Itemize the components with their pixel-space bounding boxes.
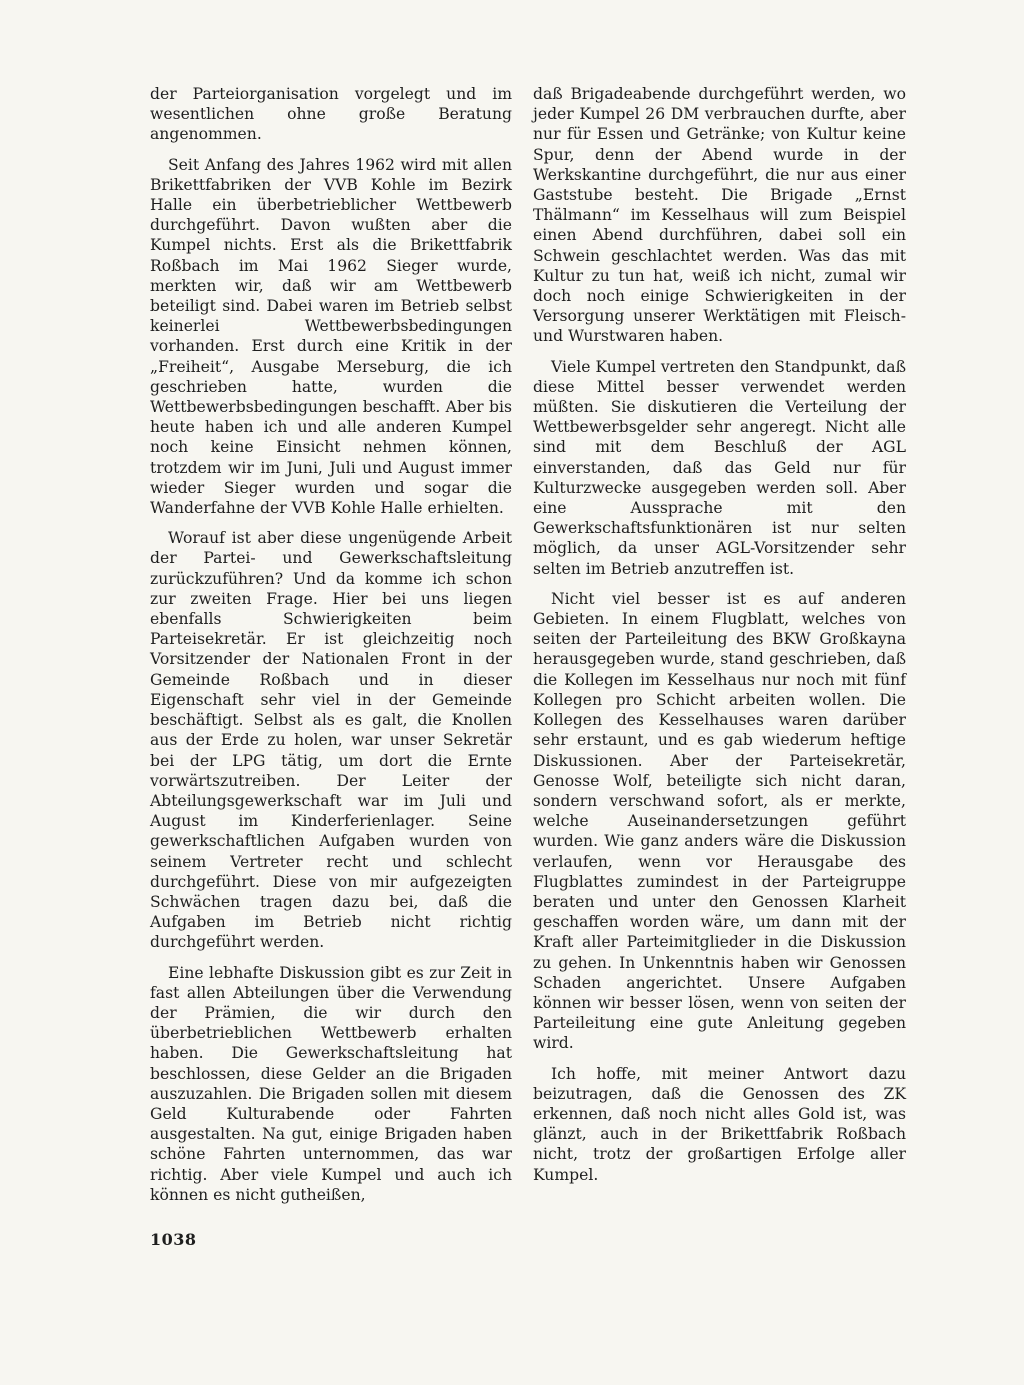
right-text-column bbox=[533, 84, 906, 1195]
paragraph: Seit Anfang des Jahres 1962 wird mit allen Brikettfabriken der VVB Kohle im Bezirk Halle ein überbetrieblicher Wettbewerb durchgeführt. Davon wußten aber die Kumpel nichts. Erst als die Brikettfabrik Roßbach im Mai 1962 Sieger wurde, merkten wir, daß wir am Wettbewerb beteiligt sind. Dabei waren im Betrieb selbst keinerlei Wettbewerbsbedingungen vorhanden. Erst durch eine Kritik in der „Freiheit“, Ausgabe Merseburg, die ich geschrieben hatte, wurden die Wettbewerbsbedingungen beschafft. Aber bis heute haben ich und alle anderen Kumpel noch keine Einsicht nehmen können, trotzdem wir im Juni, Juli und August immer wieder Sieger wurden und sogar die Wanderfahne der VVB Kohle Halle erhielten. bbox=[150, 155, 512, 518]
paragraph: Eine lebhafte Diskussion gibt es zur Zeit in fast allen Abteilungen über die Verwendung der Prämien, die wir durch den überbetrieblichen Wettbewerb erhalten haben. Die Gewerkschaftsleitung hat beschlossen, diese Gelder an die Brigaden auszuzahlen. Die Brigaden sollen mit diesem Geld Kulturabende oder Fahrten ausgestalten. Na gut, einige Brigaden haben schöne Fahrten unternommen, das war richtig. Aber viele Kumpel und auch ich können es nicht gutheißen, bbox=[150, 963, 512, 1204]
page-number: 1038 bbox=[150, 1230, 197, 1249]
left-text-column bbox=[150, 84, 512, 1215]
paragraph: der Parteiorganisation vorgelegt und im wesentlichen ohne große Beratung angenommen. bbox=[150, 85, 512, 144]
paragraph: daß Brigadeabende durchgeführt werden, wo jeder Kumpel 26 DM verbrauchen durfte, aber nur für Essen und Getränke; von Kultur keine Spur, denn der Abend wurde in der Werkskantine durchgeführt, die nur aus einer Gaststube besteht. Die Brigade „Ernst Thälmann“ im Kesselhaus will zum Beispiel einen Abend durchführen, dabei soll ein Schwein geschlachtet werden. Was das mit Kultur zu tun hat, weiß ich nicht, zumal wir doch noch einige Schwierigkeiten in der Versorgung unserer Werktätigen mit Fleisch- und Wurstwaren haben. bbox=[533, 85, 906, 346]
paragraph: Viele Kumpel vertreten den Standpunkt, daß diese Mittel besser verwendet werden müßten. Sie diskutieren die Verteilung der Wettbewerbsgelder sehr angeregt. Nicht alle sind mit dem Beschluß der AGL einverstanden, daß das Geld nur für Kulturzwecke ausgegeben werden soll. Aber eine Aussprache mit den Gewerkschaftsfunktionären ist nur selten möglich, da unser AGL-Vorsitzender sehr selten im Betrieb anzutreffen ist. bbox=[533, 357, 906, 578]
paragraph: Worauf ist aber diese ungenügende Arbeit der Partei- und Gewerkschaftsleitung zurückzuführen? Und da komme ich schon zur zweiten Frage. Hier bei uns liegen ebenfalls Schwierigkeiten beim Parteisekretär. Er ist gleichzeitig noch Vorsitzender der Nationalen Front in der Gemeinde Roßbach und in dieser Eigenschaft sehr viel in der Gemeinde beschäftigt. Selbst als es galt, die Knollen aus der Erde zu holen, war unser Sekretär bei der LPG tätig, um dort die Ernte vorwärtszutreiben. Der Leiter der Abteilungsgewerkschaft war im Juli und August im Kinderferienlager. Seine gewerkschaftlichen Aufgaben wurden von seinem Vertreter recht und schlecht durchgeführt. Diese von mir aufgezeigten Schwächen tragen dazu bei, daß die Aufgaben im Betrieb nicht richtig durchgeführt werden. bbox=[150, 529, 512, 952]
paragraph: Nicht viel besser ist es auf anderen Gebieten. In einem Flugblatt, welches von seiten der Parteileitung des BKW Großkayna herausgegeben wurde, stand geschrieben, daß die Kollegen im Kesselhaus nur noch mit fünf Kollegen pro Schicht arbeiten wollen. Die Kollegen des Kesselhauses waren darüber sehr erstaunt, und es gab wiederum heftige Diskussionen. Aber der Parteisekretär, Genosse Wolf, beteiligte sich nicht daran, sondern verschwand sofort, als er merkte, welche Auseinandersetzungen geführt wurden. Wie ganz anders wäre die Diskussion verlaufen, wenn vor Herausgabe des Flugblattes zumindest in der Parteigruppe beraten und unter den Genossen Klarheit geschaffen worden wäre, um dann mit der Kraft aller Parteimitglieder in die Diskussion zu gehen. In Unkenntnis haben wir Genossen Schaden angerichtet. Unsere Aufgaben können wir besser lösen, wenn von seiten der Parteileitung eine gute Anleitung gegeben wird. bbox=[533, 589, 906, 1053]
paragraph: Ich hoffe, mit meiner Antwort dazu beizutragen, daß die Genossen des ZK erkennen, daß noch nicht alles Gold ist, was glänzt, auch in der Brikettfabrik Roßbach nicht, trotz der großartigen Erfolge aller Kumpel. bbox=[533, 1064, 906, 1184]
